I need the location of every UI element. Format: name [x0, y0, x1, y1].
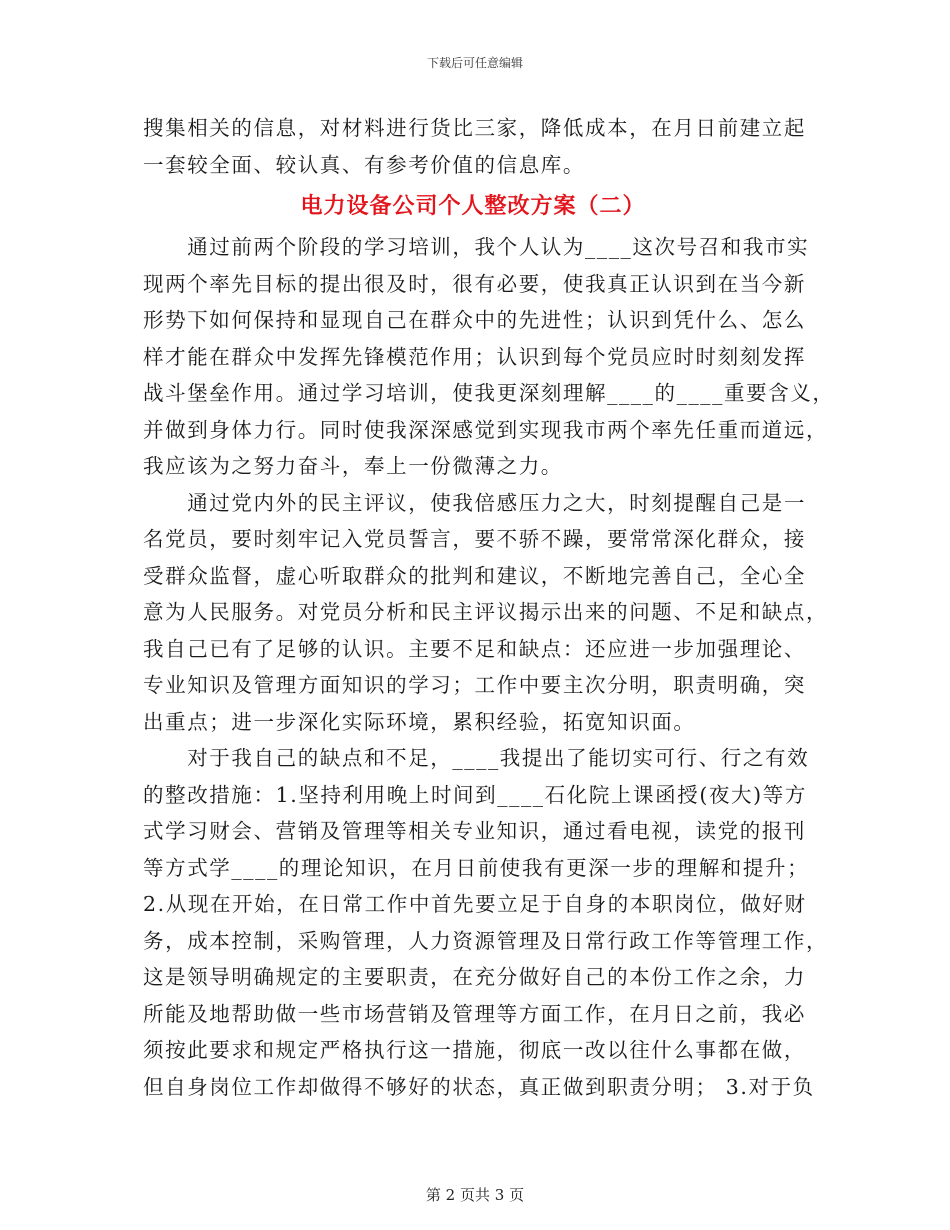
text-line: 现两个率先目标的提出很及时，很有必要，使我真正认识到在当今新 — [143, 271, 806, 296]
text-line: 等方式学____的理论知识，在月日前使我有更深一步的理解和提升； — [143, 855, 810, 880]
text-line: 意为人民服务。对党员分析和民主评议揭示出来的问题、不足和缺点， — [143, 600, 829, 624]
document-body — [143, 110, 835, 1105]
text-line: 受群众监督，虚心听取群众的批判和建议，不断地完善自己，全心全 — [143, 563, 806, 588]
page-header: 下载后可任意编辑 — [426, 56, 523, 70]
text-line: 名党员，要时刻牢记入党员誓言，要不骄不躁，要常常深化群众，接 — [143, 527, 806, 551]
text-line: 对于我自己的缺点和不足，____我提出了能切实可行、行之有效 — [143, 746, 810, 770]
text-line: 形势下如何保持和显现自己在群众中的先进性；认识到凭什么、怎么 — [143, 308, 806, 332]
text-line: 务，成本控制，采购管理，人力资源管理及日常行政工作等管理工作， — [143, 928, 829, 953]
text-line: 专业知识及管理方面知识的学习；工作中要主次分明，职责明确，突 — [143, 673, 806, 697]
text-line: 战斗堡垒作用。通过学习培训，使我更深刻理解____的____重要含义， — [143, 381, 835, 405]
text-line: 我自己已有了足够的认识。主要不足和缺点：还应进一步加强理论、 — [143, 636, 806, 661]
text-line: 通过党内外的民主评议，使我倍感压力之大，时刻提醒自己是一 — [143, 490, 806, 515]
preceding-paragraph — [143, 110, 806, 183]
text-line: 的整改措施：1.坚持利用晚上时间到____石化院上课函授(夜大)等方 — [143, 782, 807, 807]
text-line: 样才能在群众中发挥先锋模范作用；认识到每个党员应时时刻刻发挥 — [143, 344, 806, 369]
text-line: 2.从现在开始，在日常工作中首先要立足于自身的本职岗位，做好财 — [143, 892, 807, 916]
page-footer: 第 2 页共 3 页 — [425, 1186, 525, 1204]
text-line: 式学习财会、营销及管理等相关专业知识，通过看电视，读党的报刊 — [143, 819, 806, 843]
main-paragraphs — [143, 229, 835, 1105]
text-line: 这是领导明确规定的主要职责，在充分做好自己的本份工作之余，力 — [143, 965, 806, 989]
text-line: 须按此要求和规定严格执行这一措施，彻底一改以往什么事都在做， — [143, 1038, 806, 1062]
text-line: 一套较全面、较认真、有参考价值的信息库。 — [143, 152, 585, 177]
text-line: 并做到身体力行。同时使我深深感觉到实现我市两个率先任重而道远， — [143, 417, 829, 442]
text-line: 我应该为之努力奋斗，奉上一份微薄之力。 — [143, 454, 563, 478]
document-title: 电力设备公司个人整改方案（二） — [300, 193, 646, 219]
text-line: 出重点；进一步深化实际环境，累积经验，拓宽知识面。 — [143, 709, 696, 734]
text-line: 通过前两个阶段的学习培训，我个人认为____这次号召和我市实 — [143, 235, 810, 259]
text-line: 但自身岗位工作却做得不够好的状态，真正做到职责分明； 3.对于负 — [143, 1074, 815, 1099]
text-line: 搜集相关的信息，对材料进行货比三家，降低成本，在月日前建立起 — [143, 116, 806, 140]
text-line: 所能及地帮助做一些市场营销及管理等方面工作，在月日之前，我必 — [143, 1001, 806, 1026]
